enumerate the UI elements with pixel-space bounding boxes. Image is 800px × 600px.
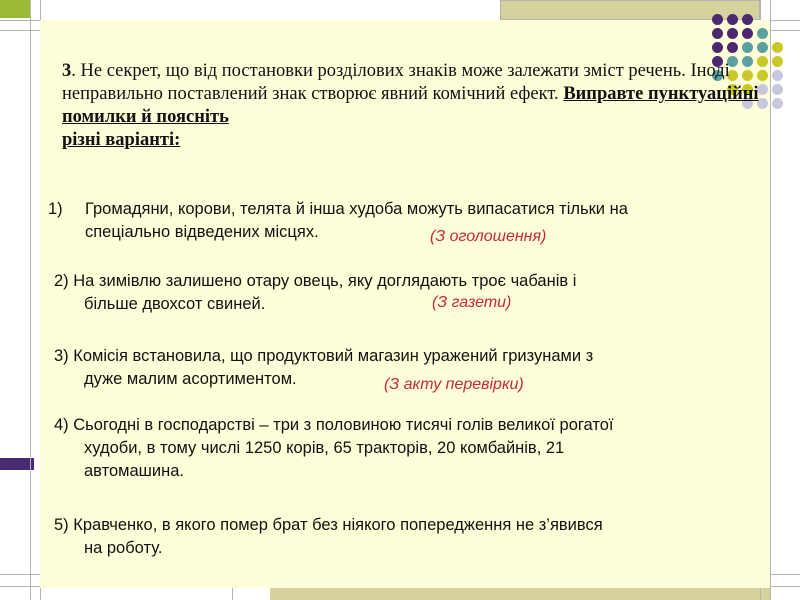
task-number: 3 [62, 61, 72, 81]
source-note: (З газети) [432, 294, 512, 311]
list-item-line: 5) Кравченко, в якого помер брат без ніякого попередження не з’явився [54, 516, 603, 534]
frame-line-left [30, 0, 31, 600]
green-accent-block [0, 0, 30, 18]
list-item-line: 3) Комісія встановила, що продуктовий магазин уражений гризунами з [54, 347, 594, 365]
list-item-line: спеціально відведених місцях. [85, 223, 319, 241]
left-white-panel [0, 30, 30, 460]
list-item-line: більше двохсот свиней. [84, 295, 266, 313]
list-item-line: худоби, в тому числі 1250 корів, 65 тракторів, 20 комбайнів, 21 [84, 439, 565, 457]
list-item [54, 514, 770, 560]
list-item-line: 4) Сьогодні в господарстві – три з половиною тисячі голів великої рогатої [54, 416, 614, 434]
task-instruction-line2: різні варіанті: [62, 130, 181, 150]
purple-accent-bar [0, 458, 34, 470]
source-note: (З акту перевірки) [384, 376, 524, 393]
list-item-line: Громадяни, корови, телята й інша худоба можуть випасатися тільки на [85, 200, 628, 218]
list-item-marker: 1) [48, 200, 63, 218]
right-teal-strip [770, 340, 800, 600]
task-instruction-line1: Виправте пунктуаційні помилки й поясніть [62, 84, 759, 127]
list-item-line: автомашина. [84, 462, 184, 480]
list-item-line: 2) На зимівлю залишено отару овець, яку доглядають троє чабанів і [54, 272, 577, 290]
task-intro: . Не секрет, що від постановки розділових знаків може залежати зміст речень. Іноді неправильно поставлений знак створює явний комічний ефект. [62, 61, 730, 104]
list-item-line: дуже малим асортиментом. [84, 370, 297, 388]
list-item-line: на роботу. [84, 539, 163, 557]
list-item [54, 414, 770, 483]
bottom-olive-strip [270, 586, 770, 600]
task-heading [62, 60, 774, 152]
list-item [54, 270, 770, 316]
source-note: (З оголошення) [430, 228, 547, 245]
